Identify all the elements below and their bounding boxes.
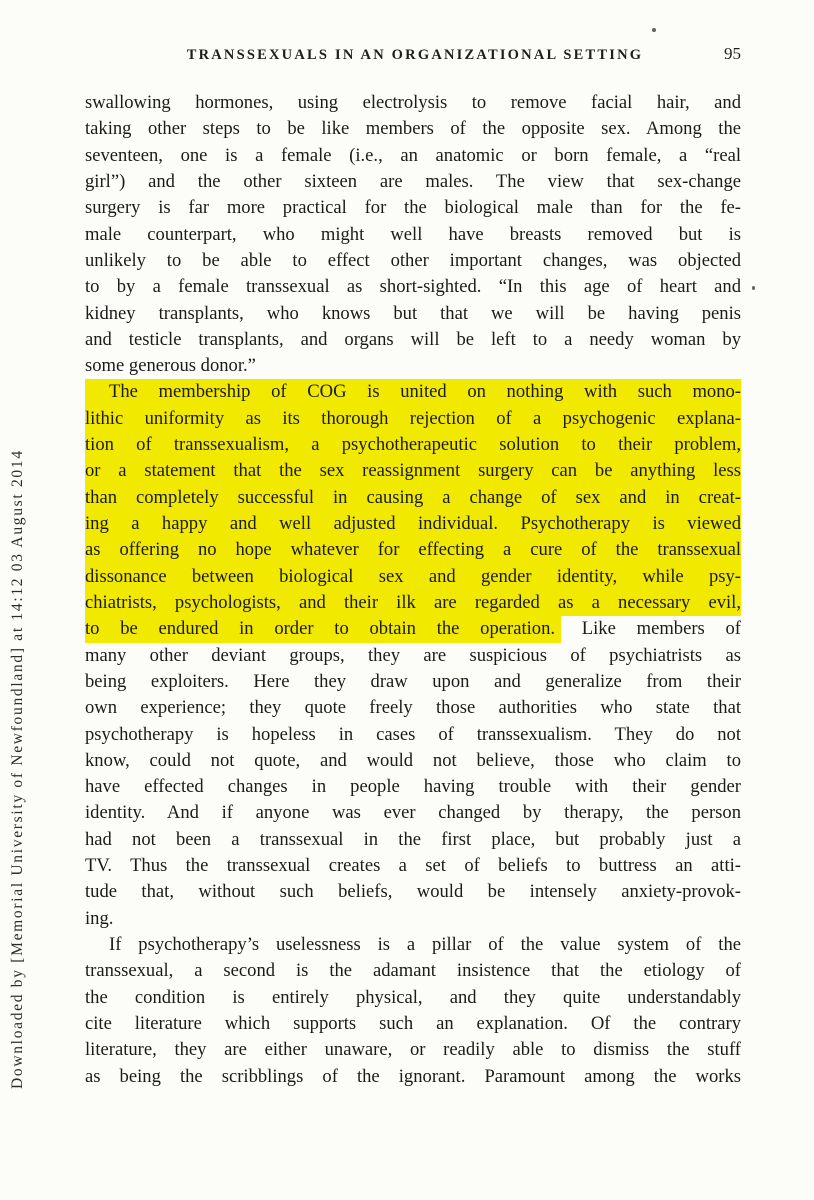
body-text-segment: literature, they are either unaware, or readily able to dismiss the stuff xyxy=(85,1039,741,1061)
text-line xyxy=(85,327,741,353)
body-text-segment: If psychotherapy’s uselessness is a pillar of the value system of the xyxy=(109,934,741,955)
body-text-segment: swallowing hormones, using electrolysis to remove facial hair, and xyxy=(85,92,741,113)
running-head-title: TRANSSEXUALS IN AN ORGANIZATIONAL SETTING xyxy=(186,47,644,63)
body-text-segment: girl”) and the other sixteen are males. The view that sex-change xyxy=(85,170,741,192)
body-text-segment: TV. Thus the transsexual creates a set of beliefs to buttress an atti- xyxy=(85,855,741,877)
text-line xyxy=(85,379,741,405)
text-line xyxy=(85,669,741,695)
text-line xyxy=(85,537,741,563)
body-text-segment: as being the scribblings of the ignorant. Paramount among the works xyxy=(85,1065,741,1087)
text-line xyxy=(85,879,741,905)
text-line xyxy=(85,195,741,221)
body-text-segment: some generous donor.” xyxy=(85,355,256,377)
highlighted-text: lithic uniformity as its thorough rejection of a psychogenic explana- xyxy=(85,406,741,432)
text-line xyxy=(85,853,741,879)
text-line xyxy=(85,1011,741,1037)
text-line xyxy=(85,274,741,300)
body-text-segment: male counterpart, who might well have breasts removed but is xyxy=(85,223,741,245)
text-line xyxy=(85,353,741,379)
highlighted-text: as offering no hope whatever for effecting a cure of the transsexual xyxy=(85,537,741,563)
body-text-segment: Like members of xyxy=(561,618,741,640)
text-line xyxy=(85,827,741,853)
body-text-segment: to by a female transsexual as short-sighted. “In this age of heart and xyxy=(85,276,741,298)
body-text-segment: taking other steps to be like members of the opposite sex. Among the xyxy=(85,118,741,140)
body-text-segment: had not been a transsexual in the first place, but probably just a xyxy=(85,828,741,850)
page-number: 95 xyxy=(724,44,741,63)
text-line xyxy=(85,695,741,721)
text-line xyxy=(85,643,741,669)
body-text-segment: psychotherapy is hopeless in cases of transsexualism. They do not xyxy=(85,723,741,745)
highlighted-text: dissonance between biological sex and gender identity, while psy- xyxy=(85,564,741,590)
text-line xyxy=(85,616,741,642)
highlighted-text: chiatrists, psychologists, and their ilk are regarded as a necessary evil, xyxy=(85,590,741,616)
highlighted-text: than completely successful in causing a change of sex and in creat- xyxy=(85,485,741,511)
text-line xyxy=(85,301,741,327)
text-line xyxy=(85,590,741,616)
scan-artifact-dot xyxy=(652,28,656,32)
highlighted-text: or a statement that the sex reassignment surgery can be anything less xyxy=(85,458,741,484)
body-text-segment: tude that, without such beliefs, would be intensely anxiety-provok- xyxy=(85,881,741,903)
text-line xyxy=(85,143,741,169)
text-line xyxy=(85,985,741,1011)
body-text-segment: identity. And if anyone was ever changed by therapy, the person xyxy=(85,802,741,824)
text-line xyxy=(85,1037,741,1063)
text-line xyxy=(85,958,741,984)
body-text-segment: transsexual, a second is the adamant insistence that the etiology of xyxy=(85,960,741,982)
body-text-segment: and testicle transplants, and organs will be left to a needy woman by xyxy=(85,328,741,350)
body-text-segment: ing. xyxy=(85,907,114,929)
body-text-segment: surgery is far more practical for the biological male than for the fe- xyxy=(85,197,741,219)
highlighted-text: The membership of COG is united on nothing with such mono- xyxy=(85,379,741,405)
body-text-segment: have effected changes in people having trouble with their gender xyxy=(85,776,741,798)
text-line xyxy=(85,432,741,458)
text-line xyxy=(85,748,741,774)
download-watermark: Downloaded by [Memorial University of Newfoundland] at 14:12 03 August 2014 xyxy=(9,449,26,1089)
text-line xyxy=(85,90,741,116)
text-line xyxy=(85,932,741,958)
text-line xyxy=(85,248,741,274)
text-line xyxy=(85,1064,741,1090)
text-line xyxy=(85,511,741,537)
text-line xyxy=(85,222,741,248)
body-text-segment: the condition is entirely physical, and they quite understandably xyxy=(85,986,741,1008)
page-body xyxy=(85,90,741,1090)
body-text-segment: being exploiters. Here they draw upon and generalize from their xyxy=(85,670,741,692)
text-line xyxy=(85,485,741,511)
text-line xyxy=(85,774,741,800)
highlighted-text: to be endured in order to obtain the operation. xyxy=(85,616,561,642)
text-line xyxy=(85,406,741,432)
text-line xyxy=(85,116,741,142)
body-text-segment: own experience; they quote freely those authorities who state that xyxy=(85,697,741,719)
text-line xyxy=(85,800,741,826)
text-line xyxy=(85,169,741,195)
body-text-segment: unlikely to be able to effect other important changes, was objected xyxy=(85,249,741,271)
highlighted-text: tion of transsexualism, a psychotherapeutic solution to their problem, xyxy=(85,432,741,458)
body-text-segment: seventeen, one is a female (i.e., an anatomic or born female, a “real xyxy=(85,144,741,166)
highlighted-text: ing a happy and well adjusted individual. Psychotherapy is viewed xyxy=(85,511,741,537)
scan-artifact-dot xyxy=(752,286,755,290)
text-line xyxy=(85,564,741,590)
body-text-segment: many other deviant groups, they are suspicious of psychiatrists as xyxy=(85,644,741,666)
body-text-segment: know, could not quote, and would not believe, those who claim to xyxy=(85,749,741,771)
text-line xyxy=(85,458,741,484)
body-text-segment: cite literature which supports such an explanation. Of the contrary xyxy=(85,1012,741,1034)
text-line xyxy=(85,722,741,748)
page-header xyxy=(85,44,741,64)
text-line xyxy=(85,906,741,932)
body-text-segment: kidney transplants, who knows but that we will be having penis xyxy=(85,302,741,324)
